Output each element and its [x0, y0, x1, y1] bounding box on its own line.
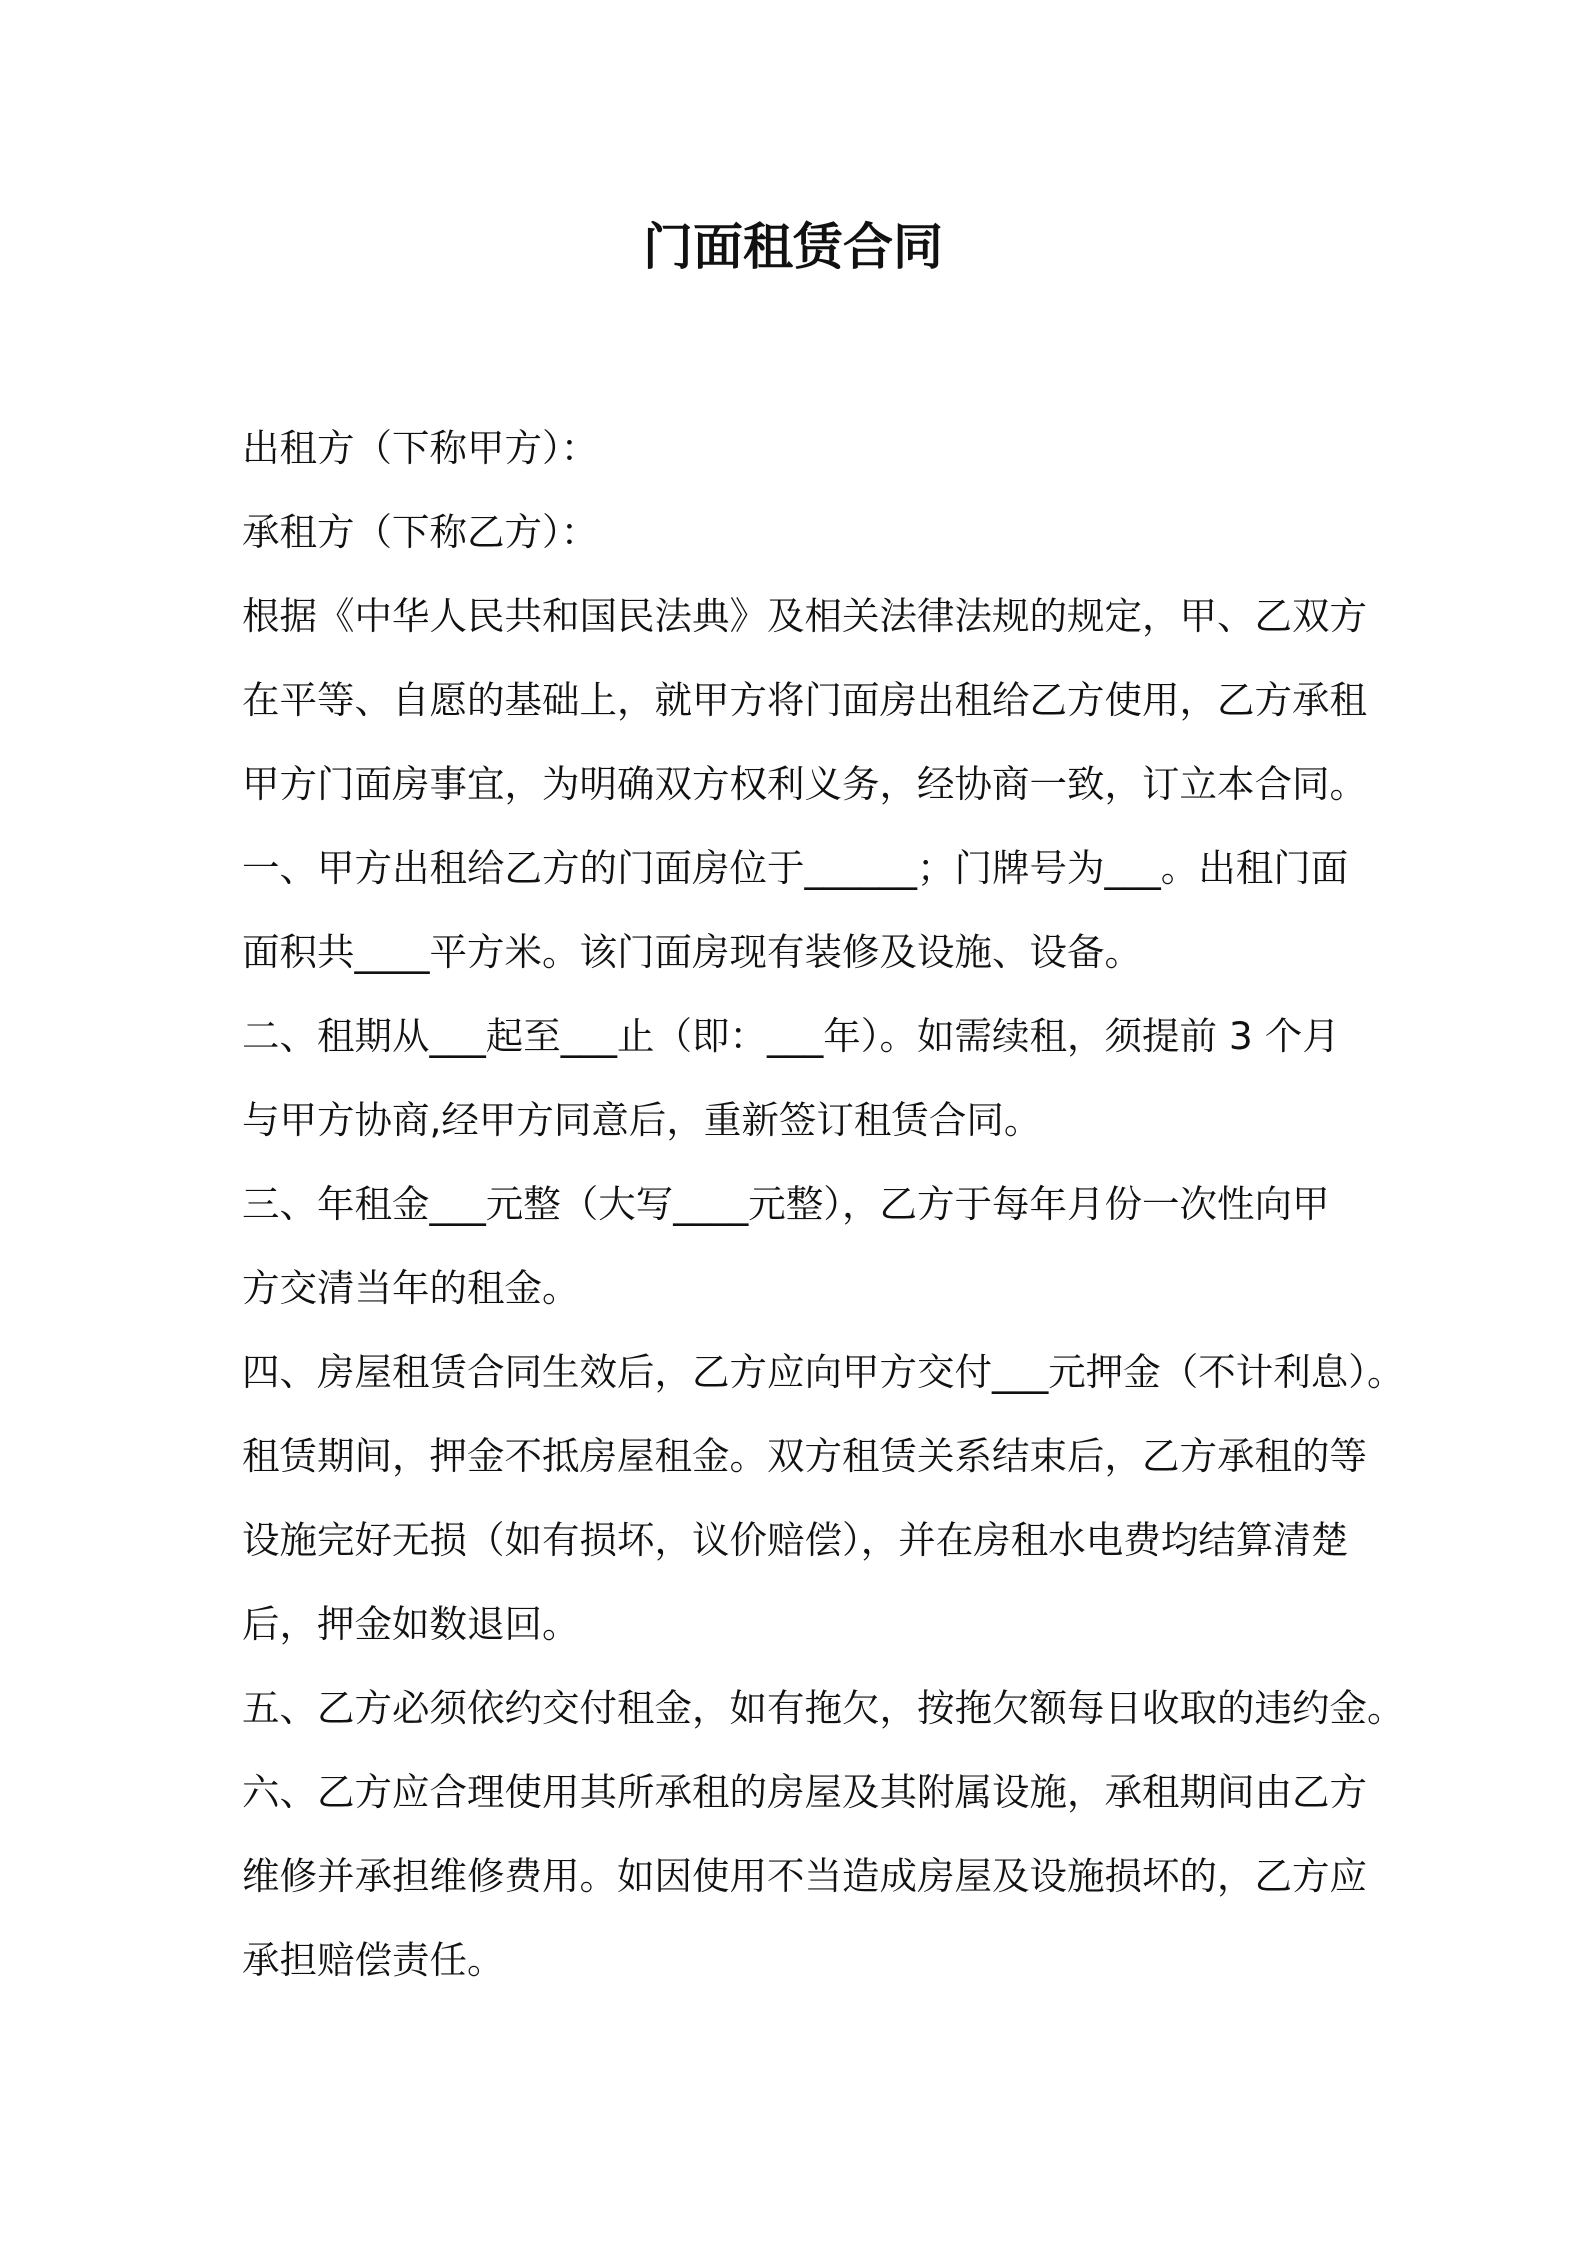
clause-5-line-1: 五、乙方必须依约交付租金，如有拖欠，按拖欠额每日收取的违约金。: [242, 1686, 1405, 1730]
document-title: 门面租赁合同: [643, 218, 943, 276]
clause-2-line-2: 与甲方协商,经甲方同意后，重新签订租赁合同。: [242, 1098, 1042, 1142]
clause-1-line-2: 面积共____平方米。该门面房现有装修及设施、设备。: [242, 930, 1142, 974]
clause-6-line-2: 维修并承担维修费用。如因使用不当造成房屋及设施损坏的，乙方应: [242, 1854, 1367, 1898]
preamble-line-3: 甲方门面房事宜，为明确双方权利义务，经协商一致，订立本合同。: [242, 762, 1367, 806]
clause-3-line-1: 三、年租金___元整（大写____元整），乙方于每年月份一次性向甲: [242, 1182, 1330, 1226]
preamble-line-1: 根据《中华人民共和国民法典》及相关法律法规的规定，甲、乙双方: [242, 594, 1367, 638]
clause-6-line-1: 六、乙方应合理使用其所承租的房屋及其附属设施，承租期间由乙方: [242, 1770, 1367, 1814]
clause-6-line-3: 承担赔偿责任。: [242, 1938, 505, 1982]
clause-4-line-4: 后，押金如数退回。: [242, 1602, 580, 1646]
clause-4-line-3: 设施完好无损（如有损坏，议价赔偿），并在房租水电费均结算清楚: [242, 1518, 1349, 1562]
clause-4-line-1: 四、房屋租赁合同生效后，乙方应向甲方交付___元押金（不计利息）。: [242, 1350, 1405, 1394]
clause-2-line-1: 二、租期从___起至___止（即：___年）。如需续租，须提前 3 个月: [242, 1014, 1340, 1058]
lessee-line: 承租方（下称乙方）：: [242, 510, 599, 554]
clause-3-line-2: 方交清当年的租金。: [242, 1266, 580, 1310]
preamble-line-2: 在平等、自愿的基础上，就甲方将门面房出租给乙方使用，乙方承租: [242, 678, 1367, 722]
clause-1-line-1: 一、甲方出租给乙方的门面房位于______；门牌号为___。出租门面: [242, 846, 1349, 890]
document-body: [242, 406, 1405, 2002]
lessor-line: 出租方（下称甲方）：: [242, 426, 599, 470]
clause-4-line-2: 租赁期间，押金不抵房屋租金。双方租赁关系结束后，乙方承租的等: [242, 1434, 1367, 1478]
